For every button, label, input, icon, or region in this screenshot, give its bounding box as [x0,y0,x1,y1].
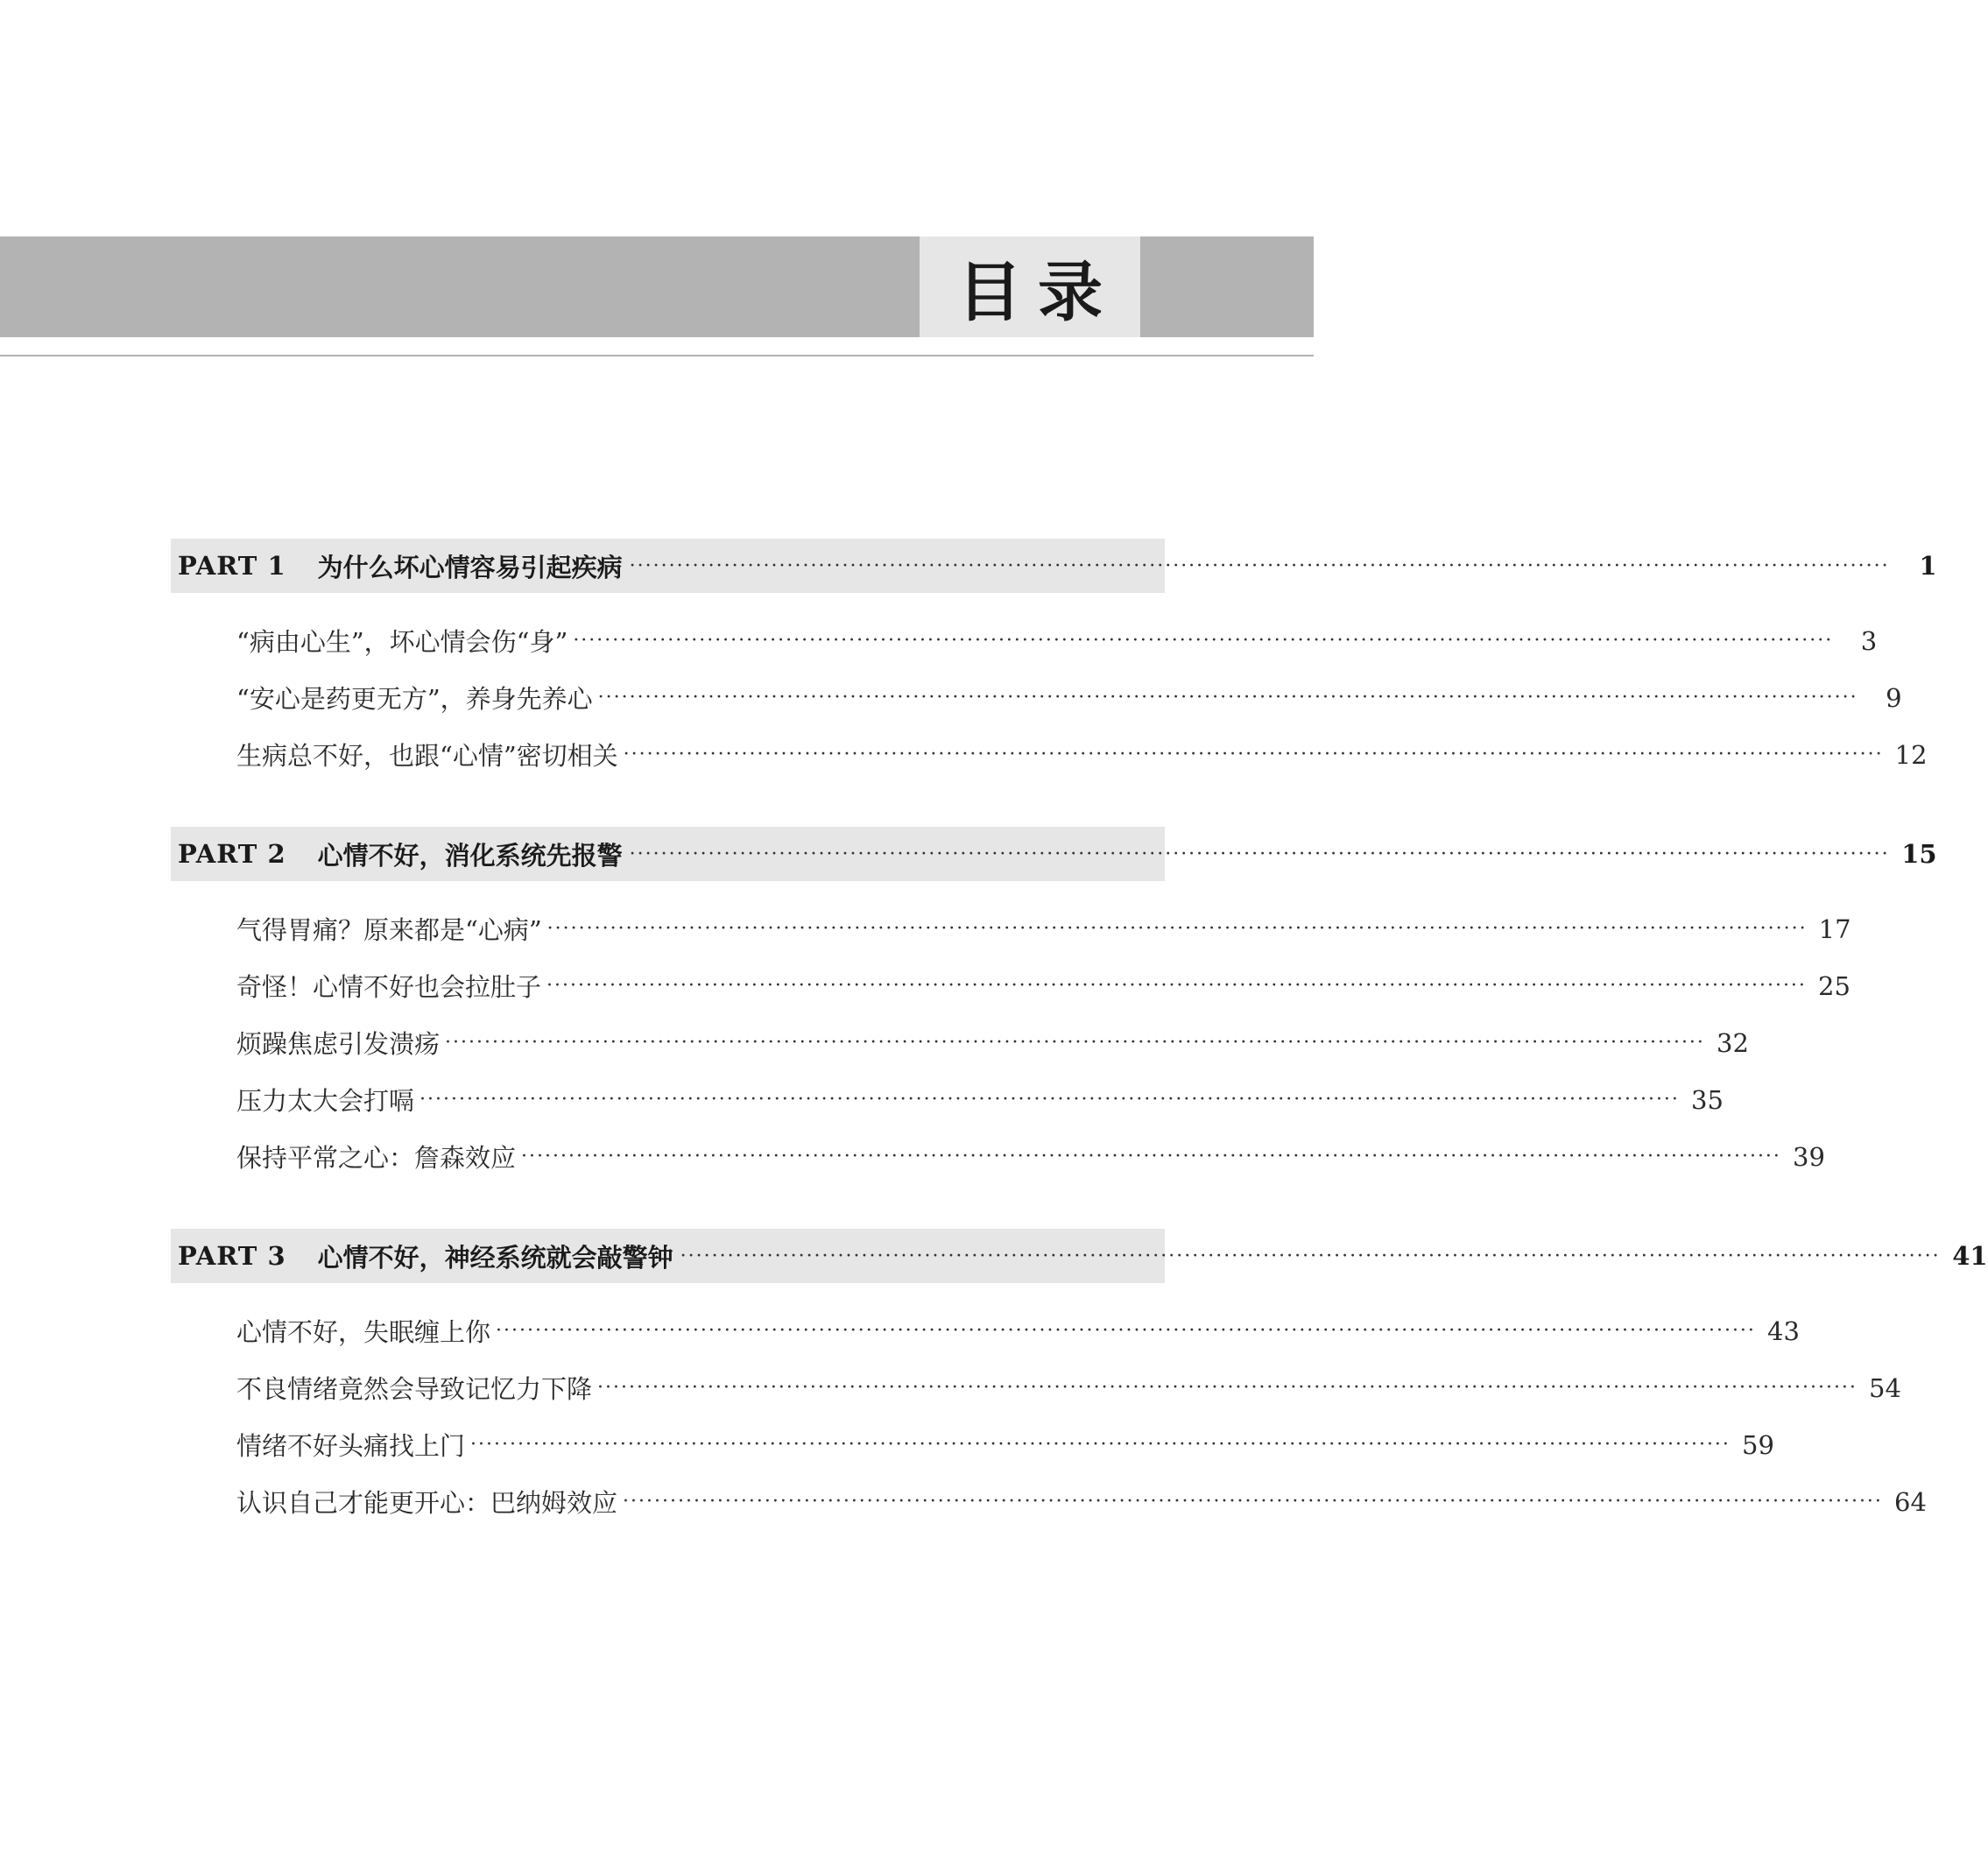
entry-page-number: 39 [1793,1141,1825,1172]
entry-title: 生病总不好，也跟“心情”密切相关 [236,741,618,771]
dot-leader: ································································································································································ [419,1089,1680,1111]
dot-leader: ································································································································································ [680,1245,1941,1267]
page-title: 目录 [957,254,1118,330]
entry-page-number: 43 [1767,1315,1800,1346]
entry-page-number: 12 [1894,739,1928,770]
entry-page-number: 59 [1742,1429,1774,1460]
dot-leader: ································································································································································ [521,1146,1781,1167]
part-page-number: 41 [1952,1241,1988,1271]
toc-entry[interactable] [171,669,1902,726]
entry-title: 保持平常之心：詹森效应 [236,1143,517,1173]
dot-leader: ································································································································································ [629,554,1890,577]
dot-leader: ································································································································································ [573,630,1834,652]
toc-entry[interactable] [171,1473,1927,1530]
toc-entries [171,593,1928,783]
toc-entries [171,1283,1927,1530]
part-title: 为什么坏心情容易引起疾病 [317,552,623,582]
part-page-number: 15 [1901,839,1937,869]
dot-leader: ································································································································································ [597,687,1858,709]
toc-entry[interactable] [171,900,1851,957]
part-page-number: 1 [1919,551,1937,581]
toc-entry[interactable] [171,612,1878,669]
dot-leader: ································································································································································ [597,1377,1858,1399]
toc-entries [171,881,1851,1185]
entry-title: “病由心生”，坏心情会伤“身” [236,627,568,657]
entry-title: 气得胃痛？原来都是“心病” [236,915,542,945]
toc-entry[interactable] [171,726,1928,783]
toc-entry[interactable] [171,1071,1724,1128]
dot-leader: ································································································································································ [623,1491,1883,1513]
toc-part-heading[interactable] [171,539,1937,593]
part-label: PART 2 [178,839,286,869]
entry-title: 烦躁焦虑引发溃疡 [236,1029,441,1059]
entry-page-number: 32 [1717,1027,1749,1058]
toc-part-3 [171,1229,1988,1530]
entry-title: “安心是药更无方”，养身先养心 [236,684,593,714]
dot-leader: ································································································································································ [496,1320,1756,1342]
entry-page-number: 17 [1818,913,1851,944]
entry-title: 情绪不好头痛找上门 [236,1431,466,1461]
toc-entry[interactable] [171,1416,1774,1473]
entry-page-number: 54 [1869,1372,1901,1403]
entry-page-number: 35 [1691,1084,1724,1115]
entry-page-number: 64 [1894,1486,1927,1517]
entry-title: 奇怪！心情不好也会拉肚子 [236,972,542,1002]
entry-title: 不良情绪竟然会导致记忆力下降 [236,1374,593,1404]
title-box [920,236,1140,337]
dot-leader: ································································································································································ [546,918,1808,940]
toc-part-1 [171,539,1937,783]
entry-page-number: 9 [1886,682,1902,713]
dot-leader: ································································································································································ [445,1032,1705,1054]
toc-part-2 [171,827,1937,1185]
dot-leader: ································································································································································ [623,744,1884,765]
title-divider [0,355,1314,356]
toc-entry[interactable] [171,1014,1749,1071]
toc-entry[interactable] [171,1302,1800,1359]
entry-title: 压力太大会打嗝 [236,1086,415,1116]
toc-entry[interactable] [171,957,1851,1014]
part-title: 心情不好，消化系统先报警 [317,840,623,871]
toc-part-heading[interactable] [171,1229,1988,1283]
part-label: PART 3 [178,1241,286,1271]
dot-leader: ································································································································································ [470,1434,1731,1456]
entry-title: 认识自己才能更开心：巴纳姆效应 [236,1488,618,1518]
dot-leader: ································································································································································ [629,843,1890,865]
toc-entry[interactable] [171,1128,1825,1185]
entry-page-number: 25 [1818,970,1851,1001]
toc-part-heading[interactable] [171,827,1937,881]
toc-entry[interactable] [171,1359,1901,1416]
part-label: PART 1 [178,551,286,581]
dot-leader: ································································································································································ [546,975,1807,997]
part-title: 心情不好，神经系统就会敲警钟 [317,1242,673,1273]
entry-title: 心情不好，失眠缠上你 [236,1317,491,1347]
entry-page-number: 3 [1860,625,1878,656]
table-of-contents [171,539,1988,1574]
